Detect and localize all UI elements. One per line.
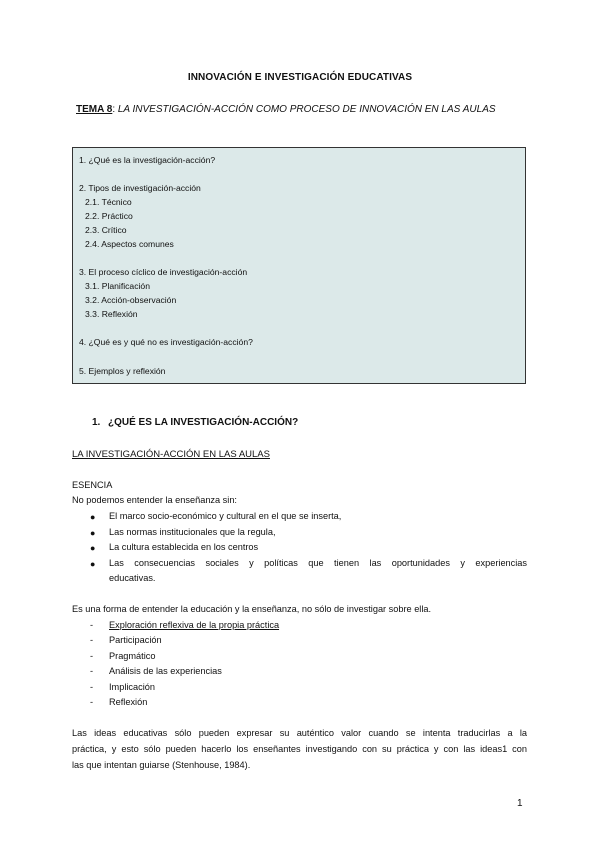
- bullet-marker: ●: [90, 528, 96, 538]
- dash-marker: -: [90, 651, 94, 661]
- bullet-marker: ●: [90, 559, 96, 569]
- list-item: Las consecuencias sociales y políticas que tienen las oportunidades y experiencias: [109, 558, 527, 568]
- list-item: Exploración reflexiva de la propia práctica: [109, 620, 280, 630]
- toc-item: 2.2. Práctico: [85, 211, 133, 221]
- list-item: Las normas institucionales que la regula,: [109, 527, 276, 537]
- list-item: Reflexión: [109, 697, 148, 707]
- toc-item: 2.1. Técnico: [85, 197, 132, 207]
- list-item-continuation: educativas.: [109, 573, 156, 583]
- section-number: 1.: [92, 417, 101, 428]
- list-item: Pragmático: [109, 651, 156, 661]
- toc-item: 3.2. Acción-observación: [85, 295, 177, 305]
- toc-item: 3.1. Planificación: [85, 281, 150, 291]
- list-item: El marco socio-económico y cultural en el que se inserta,: [109, 511, 342, 521]
- toc-item: 2.3. Crítico: [85, 225, 127, 235]
- paragraph: Es una forma de entender la educación y la enseñanza, no sólo de investigar sobre ella.: [72, 604, 432, 614]
- subsection-heading: LA INVESTIGACIÓN-ACCIÓN EN LAS AULAS: [72, 449, 270, 460]
- toc-item: 3.3. Reflexión: [85, 309, 138, 319]
- list-item: Participación: [109, 635, 162, 645]
- bullet-marker: ●: [90, 512, 96, 522]
- dash-marker: -: [90, 682, 94, 692]
- toc-item: 1. ¿Qué es la investigación-acción?: [79, 155, 216, 165]
- toc-item: 5. Ejemplos y reflexión: [79, 366, 166, 376]
- list-item: Implicación: [109, 682, 155, 692]
- toc-item: 3. El proceso cíclico de investigación-acción: [79, 267, 248, 277]
- list-item: La cultura establecida en los centros: [109, 542, 259, 552]
- section-heading: [92, 417, 298, 428]
- document-title: INNOVACIÓN E INVESTIGACIÓN EDUCATIVAS: [187, 72, 413, 83]
- bullet-marker: ●: [90, 543, 96, 553]
- topic-colon: :: [112, 104, 116, 115]
- quote-line: práctica, y esto sólo pueden hacerlo los enseñantes investigando con su práctica y con las ideas1 con: [72, 744, 527, 754]
- quote-line: las que intentan guiarse (Stenhouse, 1984).: [72, 760, 251, 770]
- page-number: 1: [517, 798, 523, 809]
- toc-item: 4. ¿Qué es y qué no es investigación-acción?: [79, 337, 253, 347]
- table-of-contents: [72, 147, 526, 384]
- quote-line: Las ideas educativas sólo pueden expresar su auténtico valor cuando se intenta traducirlas a la: [72, 728, 527, 738]
- topic-label: TEMA 8: [76, 104, 113, 115]
- dash-marker: -: [90, 666, 94, 676]
- dash-marker: -: [90, 620, 94, 630]
- toc-item: 2.4. Aspectos comunes: [85, 239, 174, 249]
- dash-marker: -: [90, 635, 94, 645]
- intro-paragraph: No podemos entender la enseñanza sin:: [72, 495, 237, 505]
- section-title: ¿QUÉ ES LA INVESTIGACIÓN-ACCIÓN?: [108, 417, 299, 428]
- topic-title: LA INVESTIGACIÓN-ACCIÓN COMO PROCESO DE INNOVACIÓN EN LAS AULAS: [115, 104, 496, 115]
- esencia-label: ESENCIA: [72, 480, 113, 490]
- topic-heading: [76, 104, 496, 115]
- dash-marker: -: [90, 697, 94, 707]
- toc-item: 2. Tipos de investigación-acción: [79, 183, 201, 193]
- list-item: Análisis de las experiencias: [109, 666, 222, 676]
